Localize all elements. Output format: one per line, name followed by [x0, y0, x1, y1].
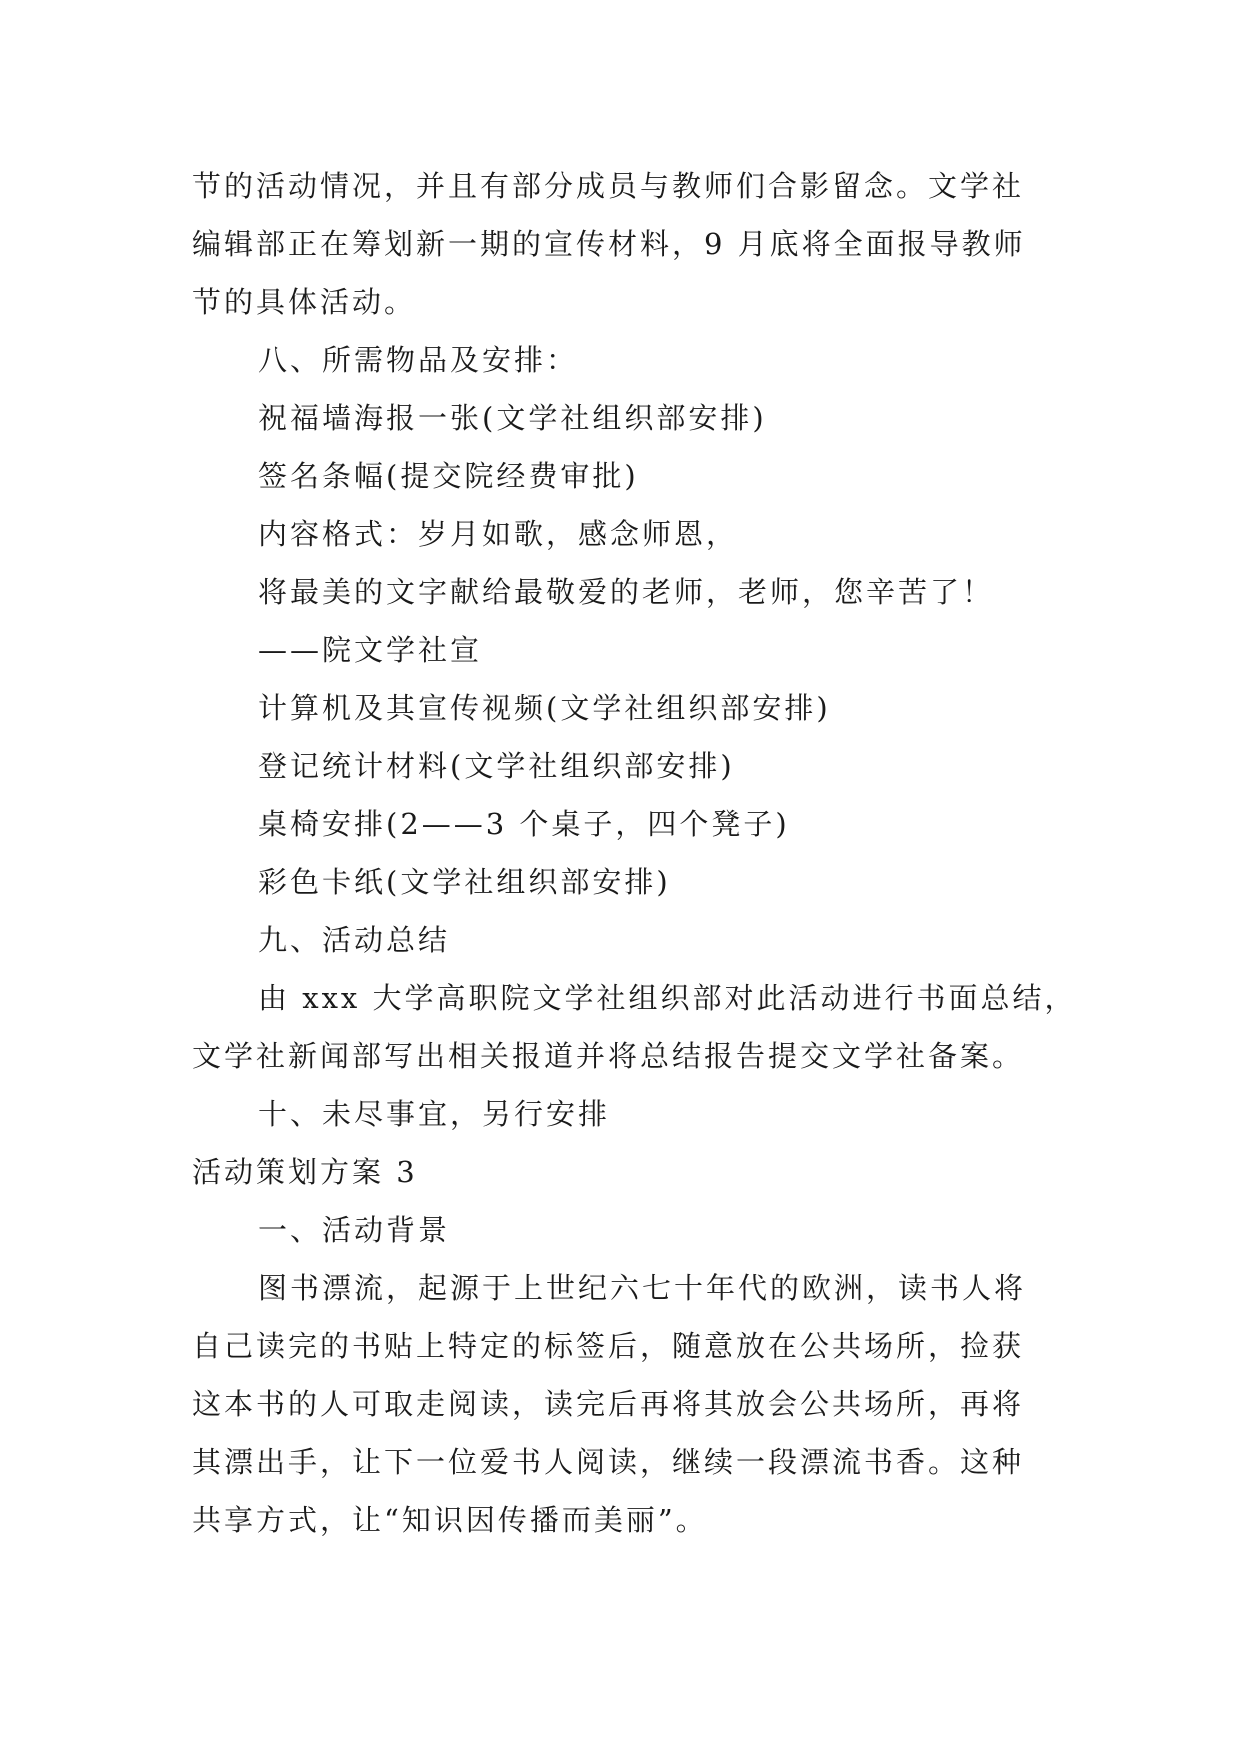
text-line: 由 xxx 大学高职院文学社组织部对此活动进行书面总结，: [258, 981, 1077, 1015]
text-line: 文学社新闻部写出相关报道并将总结报告提交文学社备案。: [192, 1039, 1025, 1073]
text-line: 内容格式：岁月如歌，感念师恩，: [258, 517, 739, 551]
text-line: 这本书的人可取走阅读，读完后再将其放会公共场所，再将: [192, 1387, 1025, 1421]
section-heading: 十、未尽事宜，另行安排: [258, 1097, 611, 1131]
text-line: 桌椅安排(2——3 个桌子，四个凳子): [258, 807, 790, 841]
text-line: 签名条幅(提交院经费审批): [258, 459, 639, 493]
text-line: 编辑部正在筹划新一期的宣传材料，9 月底将全面报导教师: [192, 227, 1026, 261]
text-line: 祝福墙海报一张(文学社组织部安排): [258, 401, 767, 435]
text-line: 图书漂流，起源于上世纪六七十年代的欧洲，读书人将: [258, 1271, 1027, 1305]
section-heading: 八、所需物品及安排：: [258, 343, 579, 377]
text-line: ——院文学社宣: [258, 633, 483, 667]
text-line: 节的活动情况，并且有部分成员与教师们合影留念。文学社: [192, 169, 1025, 203]
text-line: 其漂出手，让下一位爱书人阅读，继续一段漂流书香。这种: [192, 1445, 1025, 1479]
section-heading: 九、活动总结: [258, 923, 451, 957]
section-heading: 一、活动背景: [258, 1213, 451, 1247]
text-line: 计算机及其宣传视频(文学社组织部安排): [258, 691, 831, 725]
text-line: 彩色卡纸(文学社组织部安排): [258, 865, 671, 899]
text-line: 将最美的文字献给最敬爱的老师，老师，您辛苦了！: [258, 575, 995, 609]
text-line: 自己读完的书贴上特定的标签后，随意放在公共场所，捡获: [192, 1329, 1025, 1363]
text-line: 共享方式，让“知识因传播而美丽”。: [192, 1503, 708, 1537]
text-line: 节的具体活动。: [192, 285, 417, 319]
text-line: 登记统计材料(文学社组织部安排): [258, 749, 735, 783]
document-title: 活动策划方案 3: [192, 1155, 418, 1189]
